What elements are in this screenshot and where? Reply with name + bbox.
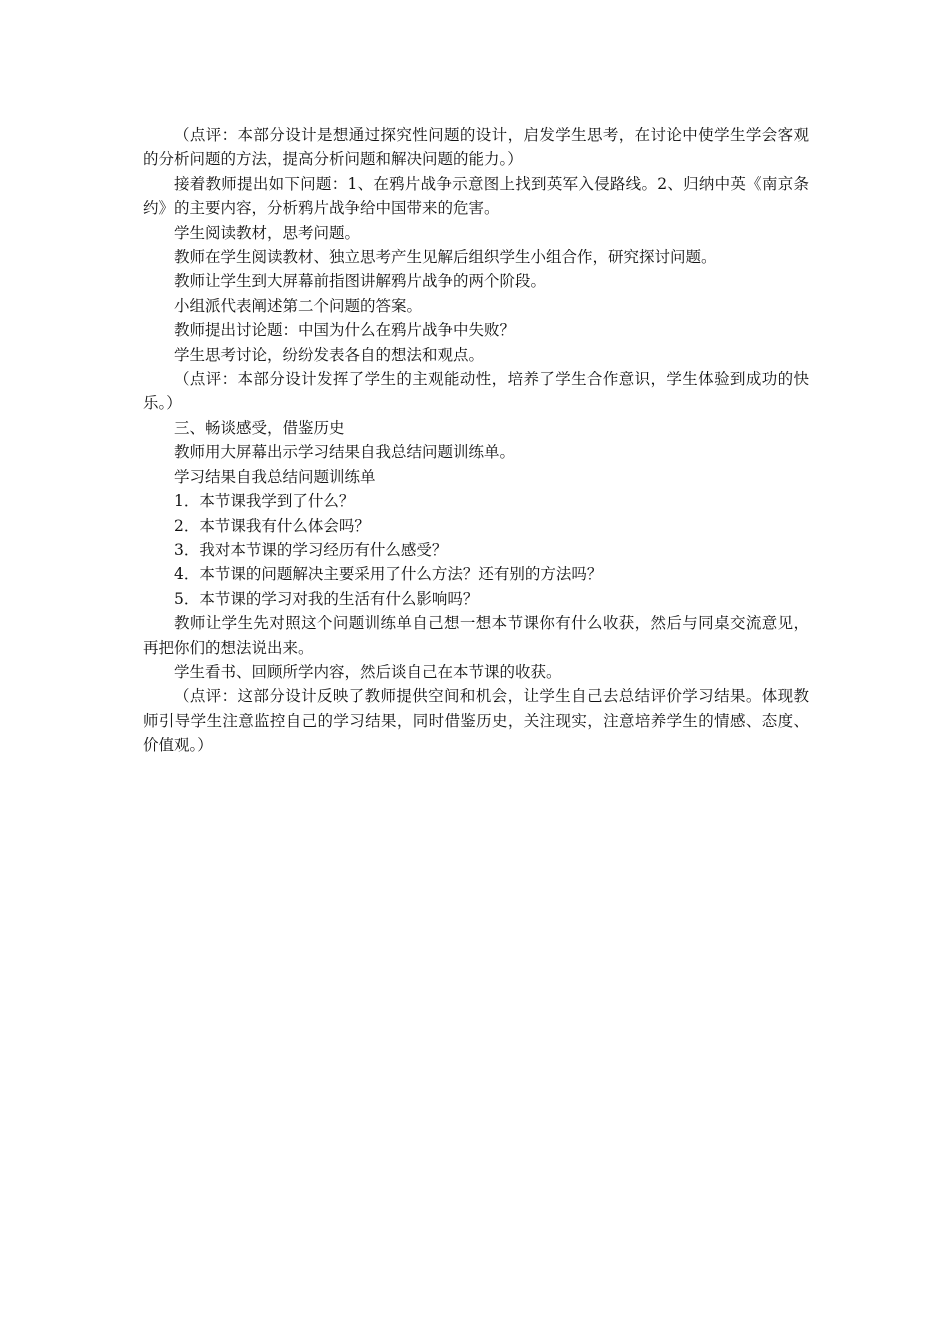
document-body xyxy=(143,123,809,758)
self-reflection-paragraph: 教师让学生先对照这个问题训练单自己想一想本节课你有什么收获，然后与同桌交流意见，再把你们的想法说出来。 xyxy=(143,614,809,657)
comment-paragraph-1: （点评：本部分设计是想通过探究性问题的设计，启发学生思考，在讨论中使学生学会客观的分析问题的方法，提高分析问题和解决问题的能力。） xyxy=(143,126,809,169)
map-explanation-paragraph: 教师让学生到大屏幕前指图讲解鸦片战争的两个阶段。 xyxy=(174,272,547,291)
comment-paragraph-3: （点评：这部分设计反映了教师提供空间和机会，让学生自己去总结评价学习结果。体现教师引导学生注意监控自己的学习结果，同时借鉴历史，关注现实，注意培养学生的情感、态度、价值观。） xyxy=(143,687,809,755)
training-sheet-title: 学习结果自我总结问题训练单 xyxy=(174,467,376,486)
group-representative-paragraph: 小组派代表阐述第二个问题的答案。 xyxy=(174,296,423,315)
student-review-paragraph: 学生看书、回顾所学内容，然后谈自己在本节课的收获。 xyxy=(174,662,562,681)
screen-display-paragraph: 教师用大屏幕出示学习结果自我总结问题训练单。 xyxy=(174,443,516,462)
training-question-5: 5．本节课的学习对我的生活有什么影响吗？ xyxy=(174,589,479,608)
training-question-3: 3．我对本节课的学习经历有什么感受？ xyxy=(174,540,448,559)
training-question-2: 2．本节课我有什么体会吗？ xyxy=(174,516,370,535)
discussion-question-paragraph: 教师提出讨论题：中国为什么在鸦片战争中失败？ xyxy=(174,321,516,340)
training-question-1: 1．本节课我学到了什么？ xyxy=(174,492,355,511)
comment-paragraph-2: （点评：本部分设计发挥了学生的主观能动性，培养了学生合作意识，学生体验到成功的快乐。） xyxy=(143,370,809,413)
student-discussion-paragraph: 学生思考讨论，纷纷发表各自的想法和观点。 xyxy=(174,345,485,364)
student-reading-paragraph: 学生阅读教材，思考问题。 xyxy=(174,223,361,242)
section-heading-3: 三、畅谈感受，借鉴历史 xyxy=(174,418,345,437)
teacher-questions-paragraph: 接着教师提出如下问题：1、在鸦片战争示意图上找到英军入侵路线。2、归纳中英《南京条约》的主要内容，分析鸦片战争给中国带来的危害。 xyxy=(143,174,809,218)
training-question-4: 4．本节课的问题解决主要采用了什么方法？还有别的方法吗？ xyxy=(174,565,603,584)
group-work-paragraph: 教师在学生阅读教材、独立思考产生见解后组织学生小组合作，研究探讨问题。 xyxy=(174,248,717,267)
